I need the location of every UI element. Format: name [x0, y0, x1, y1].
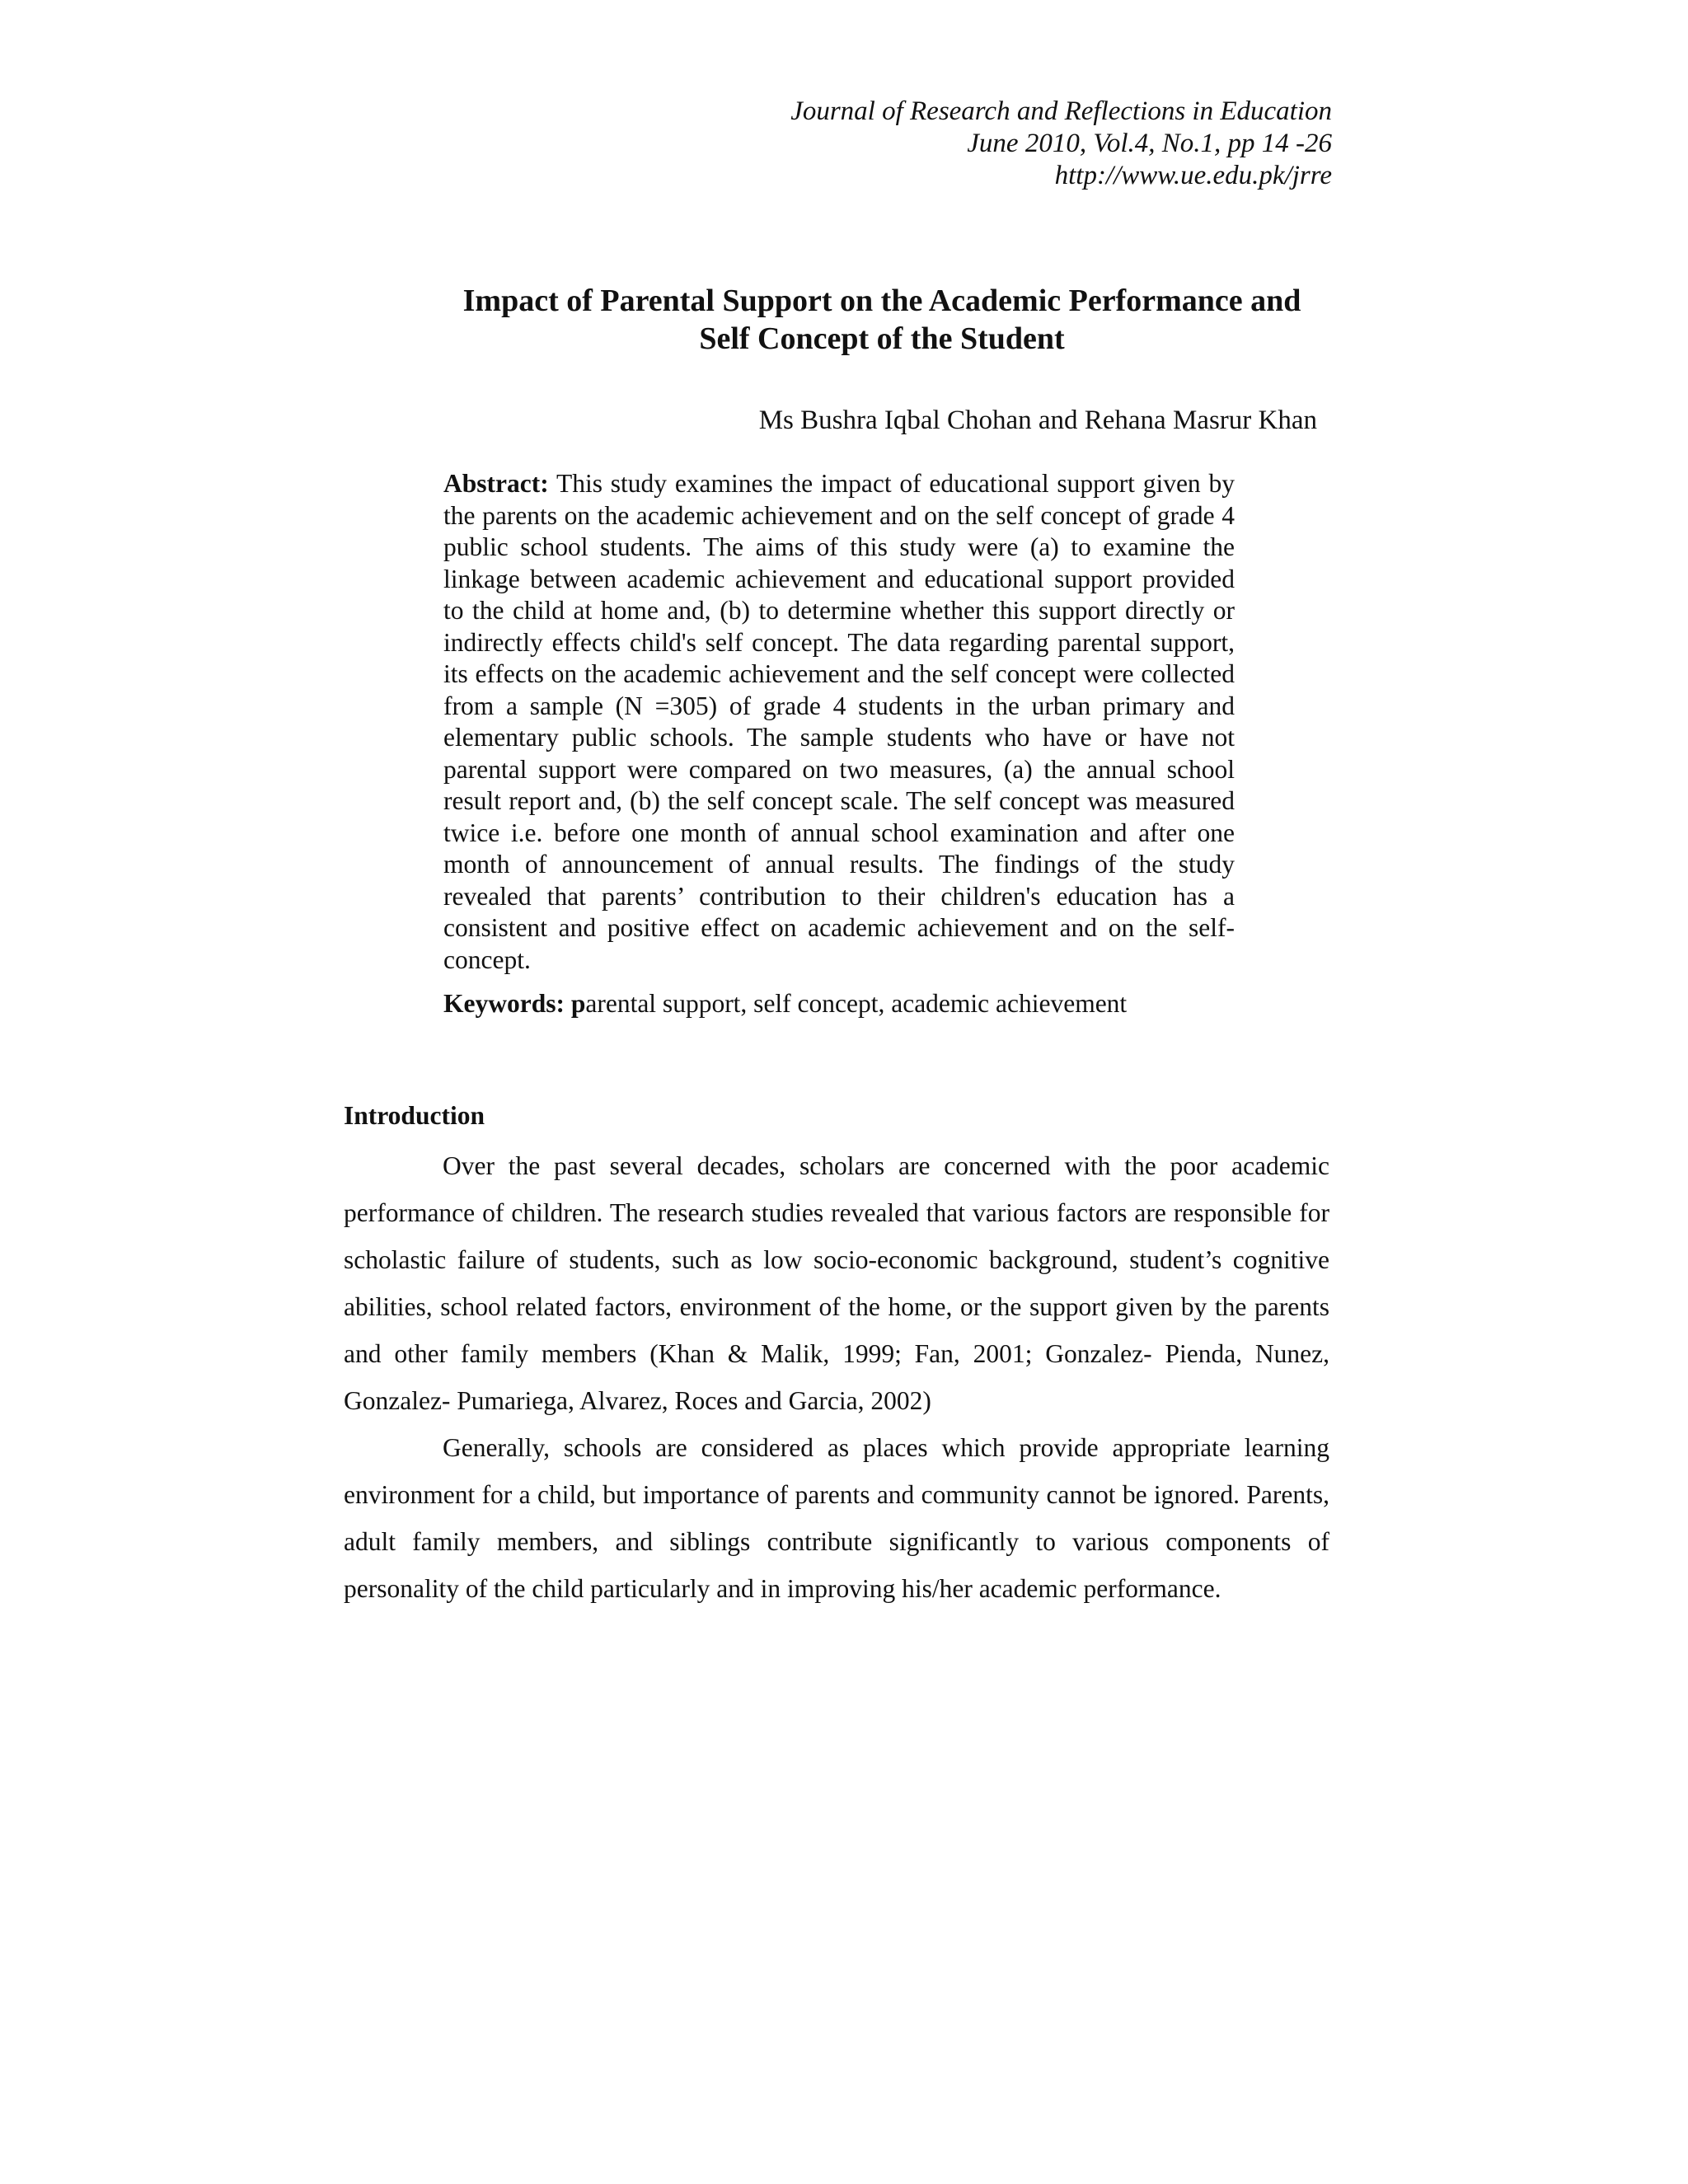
abstract — [443, 468, 1235, 976]
journal-header — [790, 96, 1332, 192]
keywords-text: arental support, self concept, academic achievement — [585, 989, 1128, 1018]
introduction-body — [344, 1142, 1329, 1612]
keywords — [443, 987, 1251, 1020]
introduction-paragraph-1: Over the past several decades, scholars are concerned with the poor academic performance of children. The research studies revealed that various factors are responsible for scholastic failure of students, such as low socio-economic background, student’s cognitive abilities, school related factors, environment of the home, or the support given by the parents and other family members (Khan & Malik, 1999; Fan, 2001; Gonzalez- Pienda, Nunez, Gonzalez- Pumariega, Alvarez, Roces and Garcia, 2002) — [344, 1151, 1329, 1415]
paper-title-line-2: Self Concept of the Student — [699, 321, 1065, 356]
keywords-label: Keywords: p — [443, 989, 586, 1018]
abstract-label: Abstract: — [443, 469, 549, 498]
paper-title — [437, 282, 1327, 358]
introduction-paragraph-2: Generally, schools are considered as places which provide appropriate learning environment for a child, but importance of parents and community cannot be ignored. Parents, adult family members, and siblings contribute significantly to various components of personality of the child particularly and in improving his/her academic performance. — [344, 1433, 1329, 1603]
abstract-text: This study examines the impact of educational support given by the parents on the academic achievement and on the self concept of grade 4 public school students. The aims of this study were (a) to examine the linkage between academic achievement and educational support provided to the child at home and, (b) to determine whether this support directly or indirectly effects child's self concept. The data regarding parental support, its effects on the academic achievement and the self concept were collected from a sample (N =305) of grade 4 students in the urban primary and elementary public schools. The sample students who have or have not parental support were compared on two measures, (a) the annual school result report and, (b) the self concept scale. The self concept was measured twice i.e. before one month of annual school examination and after one month of announcement of annual results. The findings of the study revealed that parents’ contribution to their children's education has a consistent and positive effect on academic achievement and on the self-concept. — [443, 469, 1235, 974]
journal-name: Journal of Research and Reflections in Education — [790, 96, 1332, 126]
paper-title-line-1: Impact of Parental Support on the Academic Performance and — [462, 284, 1301, 318]
journal-issue: June 2010, Vol.4, No.1, pp 14 -26 — [967, 129, 1332, 158]
paper-authors: Ms Bushra Iqbal Chohan and Rehana Masrur Khan — [758, 405, 1317, 435]
journal-url: http://www.ue.edu.pk/jrre — [1054, 161, 1332, 190]
introduction-heading: Introduction — [344, 1101, 485, 1130]
